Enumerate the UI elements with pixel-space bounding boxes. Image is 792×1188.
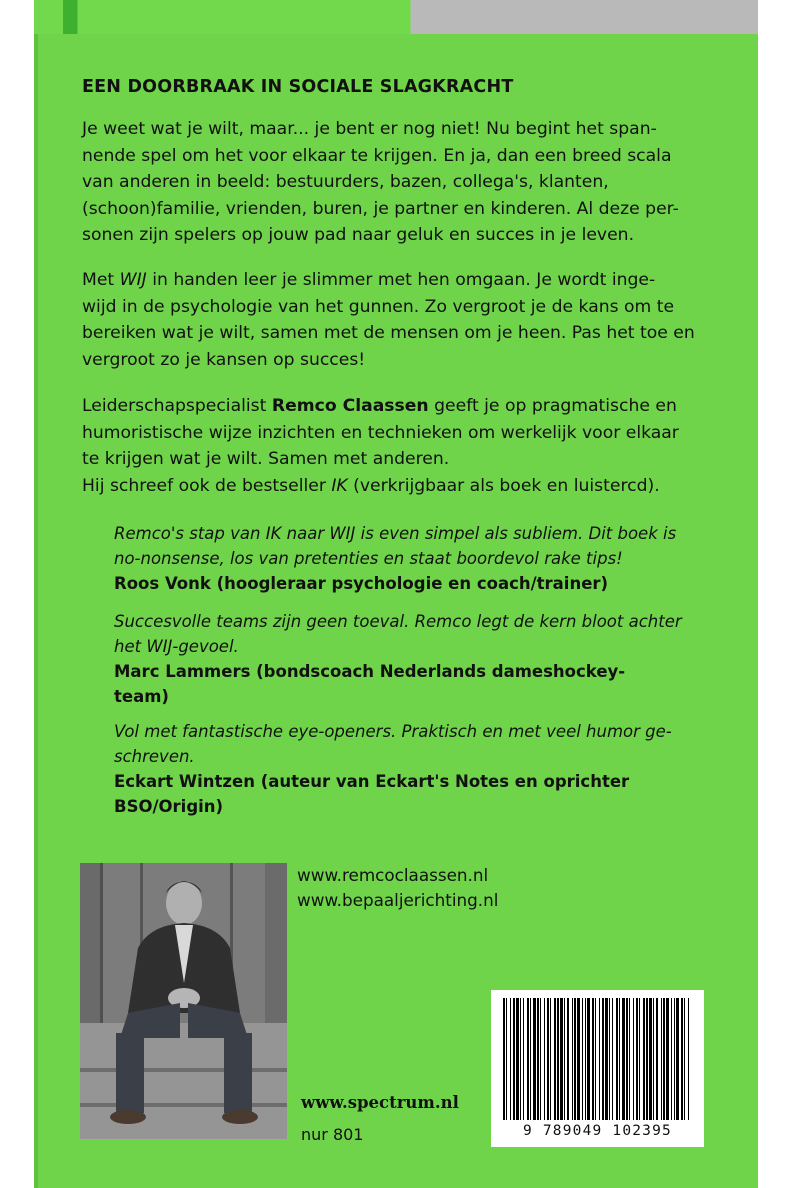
text-line: vergroot zo je kansen op succes! (82, 349, 366, 370)
barcode-bar (626, 998, 628, 1120)
text-line: Je weet wat je wilt, maar... je bent er nog niet! Nu begint het span- (82, 119, 657, 139)
text-run: in handen leer je slimmer met hen omgaan. Je wordt inge- (146, 270, 656, 290)
barcode-bar (653, 998, 654, 1120)
text-line: humoristische wijze inzichten en technieken om werkelijk voor elkaar (82, 422, 679, 443)
book-title-wij: WIJ (119, 270, 147, 290)
isbn-barcode (491, 990, 704, 1147)
book-title-ik: IK (331, 475, 348, 496)
barcode-bar (602, 998, 604, 1120)
author-name: Remco Claassen (271, 396, 429, 416)
barcode-bar (572, 998, 573, 1120)
text-line: (schoon)familie, vrienden, buren, je partner en kinderen. Al deze per- (82, 198, 679, 219)
quote-author: Roos Vonk (hoogleraar psychologie en coach/trainer) (114, 574, 609, 593)
cover-heading: EEN DOORBRAAK IN SOCIALE SLAGKRACHT (82, 77, 514, 97)
website-links (297, 863, 557, 913)
barcode-bar (661, 998, 662, 1120)
quote-roos-vonk (114, 521, 677, 596)
barcode-bar (510, 998, 511, 1120)
text-run: (verkrijgbaar als boek en luistercd). (347, 475, 660, 496)
barcode-bar (666, 998, 669, 1120)
quote-marc-lammers (114, 609, 682, 709)
text-line: nende spel om het voor elkaar te krijgen. En ja, dan een breed scala (82, 145, 672, 166)
barcode-bar (592, 998, 594, 1120)
nur-code: nur 801 (301, 1125, 364, 1144)
barcode-bar (671, 998, 672, 1120)
text-line (82, 393, 707, 420)
barcode-bar (544, 998, 545, 1120)
quote-author: Marc Lammers (bondscoach Nederlands dameshockey- (114, 662, 626, 681)
barcode-bar (560, 998, 563, 1120)
website-link[interactable]: www.bepaaljerichting.nl (297, 890, 499, 910)
barcode-bar (582, 998, 583, 1120)
barcode-bar (636, 998, 638, 1120)
barcode-bar (554, 998, 556, 1120)
wij-paragraph (82, 267, 707, 373)
quote-text: Remco's stap van IK naar WIJ is even simpel als subliem. Dit boek is (114, 524, 677, 543)
text-line: bereiken wat je wilt, samen met de mensen om je heen. Pas het toe en (82, 323, 695, 343)
quote-author: Eckart Wintzen (auteur van Eckart's Notes en oprichter (114, 772, 630, 791)
barcode-bar (547, 998, 549, 1120)
barcode-bar (550, 998, 551, 1120)
barcode-bar (643, 998, 645, 1120)
quote-author: team) (114, 687, 169, 706)
barcode-bar (520, 998, 521, 1120)
text-run: Met (82, 270, 120, 290)
barcode-bar (616, 998, 618, 1120)
barcode-bar (605, 998, 608, 1120)
quote-author: BSO/Origin) (114, 797, 224, 816)
barcode-bar (585, 998, 586, 1120)
barcode-bar (612, 998, 613, 1120)
quote-text: Succesvolle teams zijn geen toeval. Remco legt de kern bloot achter (114, 612, 682, 631)
barcode-bar (609, 998, 610, 1120)
barcode-bar (537, 998, 539, 1120)
barcode-bar (633, 998, 634, 1120)
text-line: wijd in de psychologie van het gunnen. Zo vergroot je de kans om te (82, 296, 675, 317)
barcode-bar (527, 998, 529, 1120)
text-run: Hij schreef ook de bestseller (82, 475, 332, 496)
text-line (82, 267, 707, 294)
text-line (82, 473, 707, 500)
barcode-bar (629, 998, 630, 1120)
author-photo (80, 863, 287, 1139)
barcode-bar (599, 998, 600, 1120)
text-run: geeft je op pragmatische en (428, 396, 677, 416)
barcode-bar (663, 998, 665, 1120)
author-paragraph (82, 393, 707, 499)
barcode-bar (503, 998, 505, 1120)
barcode-bar (684, 998, 685, 1120)
barcode-bar (574, 998, 576, 1120)
barcode-bar (567, 998, 569, 1120)
quote-text: Vol met fantastische eye-openers. Praktisch en met veel humor ge- (114, 722, 672, 741)
barcode-bar (639, 998, 640, 1120)
barcode-bar (681, 998, 683, 1120)
barcode-bar (595, 998, 596, 1120)
barcode-bar (622, 998, 625, 1120)
barcode-bar (577, 998, 580, 1120)
barcode-bar (506, 998, 507, 1120)
text-line: te krijgen wat je wilt. Samen met anderen. (82, 449, 450, 469)
quote-text: no-nonsense, los van pretenties en staat boordevol rake tips! (114, 549, 623, 568)
text-run: Leiderschapspecialist (82, 396, 272, 416)
barcode-bar (587, 998, 590, 1120)
author-photo-illustration (80, 863, 287, 1139)
barcode-bar (619, 998, 620, 1120)
text-line: van anderen in beeld: bestuurders, bazen, collega's, klanten, (82, 172, 609, 192)
cover-spine-edge (34, 34, 38, 1188)
publisher-url[interactable]: www.spectrum.nl (301, 1093, 459, 1112)
barcode-bar (688, 998, 689, 1120)
barcode-bar (516, 998, 519, 1120)
barcode-bar (513, 998, 515, 1120)
quote-text: het WIJ-gevoel. (114, 637, 239, 656)
website-link[interactable]: www.remcoclaassen.nl (297, 865, 489, 885)
intro-paragraph (82, 116, 707, 249)
barcode-bar (674, 998, 675, 1120)
text-line: sonen zijn spelers op jouw pad naar geluk en succes in je leven. (82, 225, 635, 245)
barcode-bar (557, 998, 559, 1120)
barcode-bar (649, 998, 652, 1120)
quote-text: schreven. (114, 747, 195, 766)
cover-top-edge (34, 0, 758, 34)
barcode-bar (564, 998, 565, 1120)
barcode-digits: 9 789049 102395 (523, 1123, 672, 1139)
barcode-bar (533, 998, 536, 1120)
barcode-bars (491, 990, 704, 1125)
quote-eckart-wintzen (114, 719, 674, 819)
barcode-bar (523, 998, 524, 1120)
barcode-bar (656, 998, 658, 1120)
barcode-bar (646, 998, 648, 1120)
barcode-bar (540, 998, 541, 1120)
barcode-bar (530, 998, 531, 1120)
barcode-bar (676, 998, 679, 1120)
